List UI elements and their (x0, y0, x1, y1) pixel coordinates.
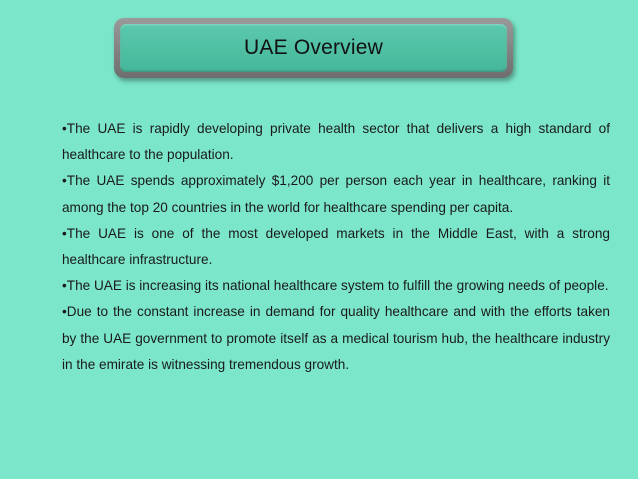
bullet-item: •Due to the constant increase in demand for quality healthcare and with the efforts taken by the UAE government to promote itself as a medical tourism hub, the healthcare industry in the emirate is witnessing tremendous growth. (62, 304, 610, 372)
bullet-item: •The UAE is one of the most developed markets in the Middle East, with a strong healthcare infrastructure. (62, 225, 610, 268)
bullet-item: •The UAE is rapidly developing private health sector that delivers a high standard of healthcare to the population. (62, 121, 610, 163)
slide-title: UAE Overview (244, 36, 383, 59)
title-box (120, 24, 507, 72)
title-banner (114, 18, 513, 78)
bullet-item: •The UAE is increasing its national healthcare system to fulfill the growing needs of people. (62, 278, 609, 294)
bullet-item: •The UAE spends approximately $1,200 per person each year in healthcare, ranking it among the top 20 countries in the world for healthcare spending per capita. (62, 173, 610, 215)
bullet-list (62, 116, 610, 378)
